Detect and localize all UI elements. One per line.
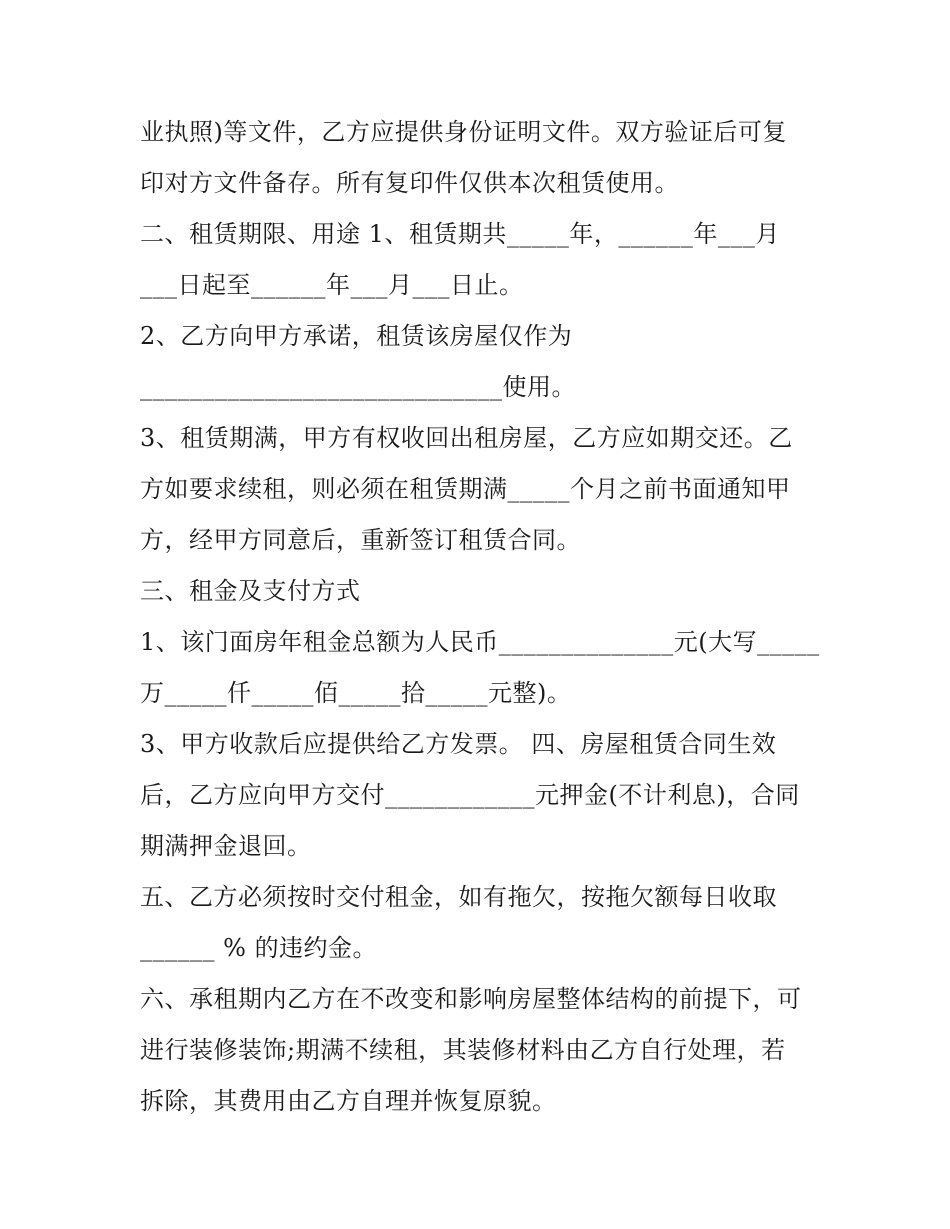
text-line-20: 拆除，其费用由乙方自理并恢复原貌。 xyxy=(140,1087,557,1115)
document-body xyxy=(140,107,820,1127)
text-line-16: 五、乙方必须按时交付租金，如有拖欠，按拖欠额每日收取 xyxy=(140,883,777,911)
text-line-8: 方如要求续租，则必须在租赁期满_____个月之前书面通知甲 xyxy=(140,475,791,503)
text-line-15: 期满押金退回。 xyxy=(140,832,312,860)
text-line-10: 三、租金及支付方式 xyxy=(140,577,361,605)
text-line-13: 3、甲方收款后应提供给乙方发票。 四、房屋租赁合同生效 xyxy=(140,730,777,758)
text-line-17: ______ % 的违约金。 xyxy=(140,934,378,962)
text-line-3: 二、租赁期限、用途 1、租赁期共_____年，______年___月 xyxy=(140,220,780,248)
text-line-2: 印对方文件备存。所有复印件仅供本次租赁使用。 xyxy=(140,169,679,197)
text-line-4: ___日起至______年___月___日止。 xyxy=(140,271,524,299)
text-line-14: 后，乙方应向甲方交付____________元押金(不计利息)，合同 xyxy=(140,781,800,809)
text-line-5: 2、乙方向甲方承诺，租赁该房屋仅作为 xyxy=(140,322,573,350)
text-line-18: 六、承租期内乙方在不改变和影响房屋整体结构的前提下，可 xyxy=(140,985,802,1013)
text-line-7: 3、租赁期满，甲方有权收回出租房屋，乙方应如期交还。乙 xyxy=(140,424,793,452)
text-line-11: 1、该门面房年租金总额为人民币______________元(大写_____ xyxy=(140,628,820,656)
text-line-9: 方，经甲方同意后，重新签订租赁合同。 xyxy=(140,526,581,554)
text-line-12: 万_____仟_____佰_____拾_____元整)。 xyxy=(140,679,572,707)
text-line-19: 进行装修装饰;期满不续租，其装修材料由乙方自行处理，若 xyxy=(140,1036,786,1064)
text-line-6: _____________________________使用。 xyxy=(140,373,576,401)
text-line-1: 业执照)等文件，乙方应提供身份证明文件。双方验证后可复 xyxy=(140,118,787,146)
